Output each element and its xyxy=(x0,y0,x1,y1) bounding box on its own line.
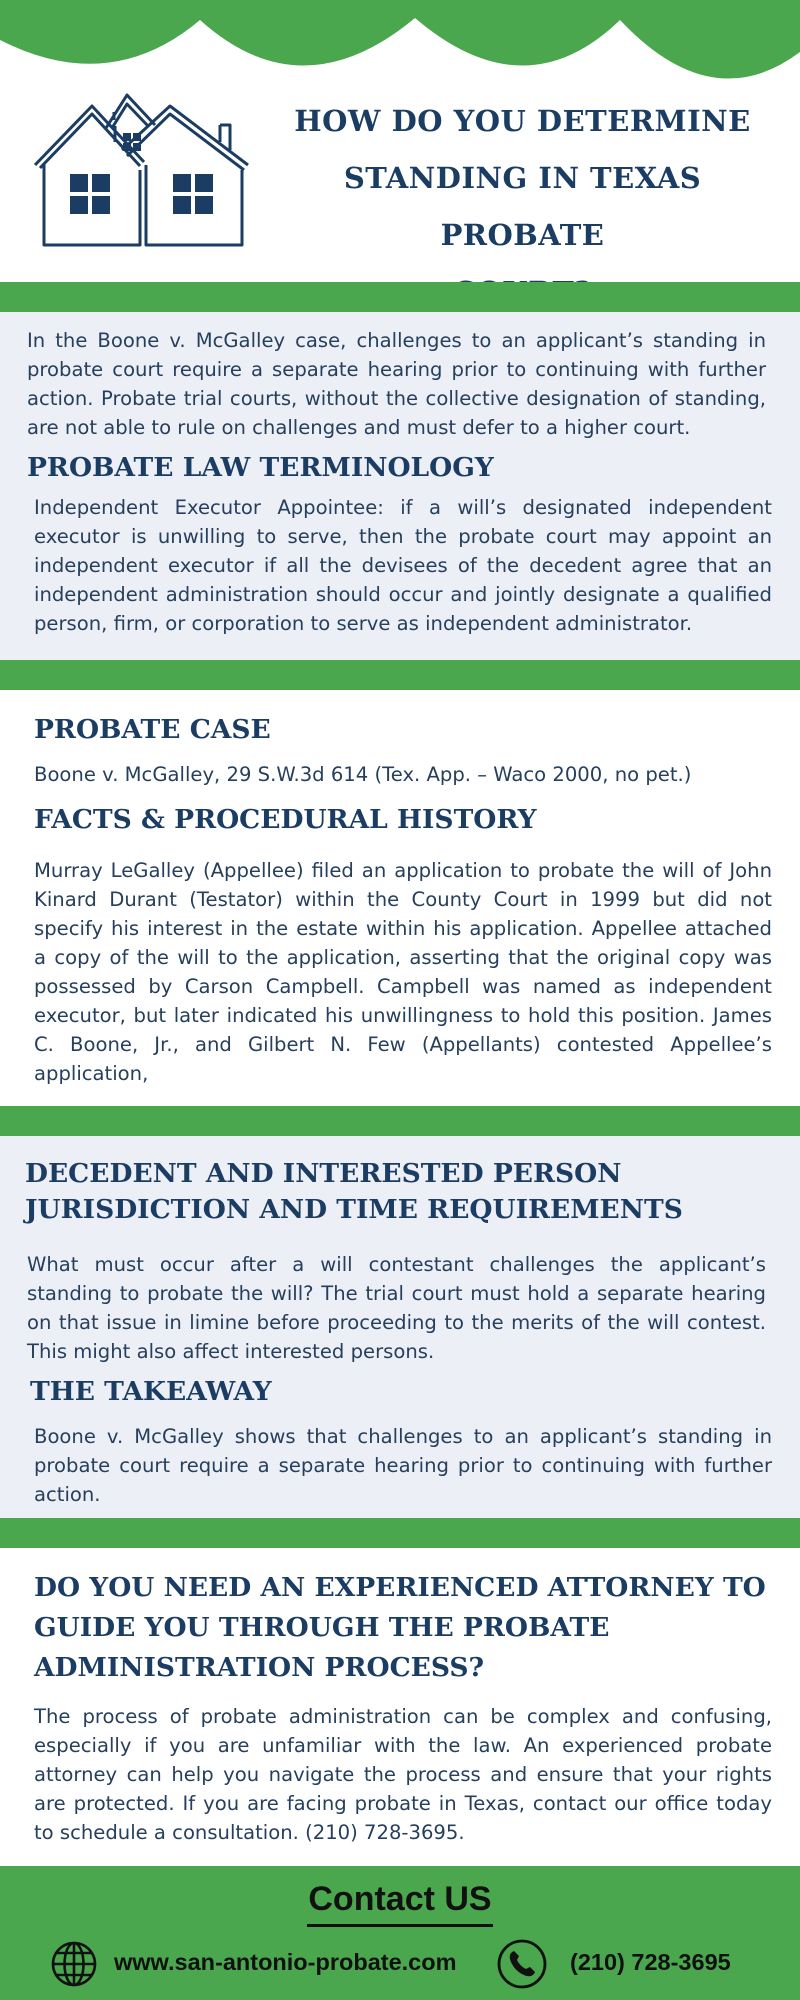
globe-icon xyxy=(50,1940,98,1988)
terminology-heading: PROBATE LAW TERMINOLOGY xyxy=(27,452,494,483)
contact-title: Contact US xyxy=(308,1880,492,1918)
attorney-heading-line: ADMINISTRATION PROCESS? xyxy=(34,1652,485,1683)
house-logo-icon xyxy=(30,90,255,250)
jurisdiction-heading: DECEDENT AND INTERESTED PERSON JURISDICTION AND TIME REQUIREMENTS xyxy=(25,1158,683,1225)
takeaway-paragraph: Boone v. McGalley shows that challenges to an applicant’s standing in probate court require a separate hearing prior to continuing with further action. xyxy=(34,1425,772,1506)
facts-heading: FACTS & PROCEDURAL HISTORY xyxy=(34,804,537,835)
attorney-paragraph: The process of probate administration can be complex and confusing, especially if you are unfamiliar with the law. An experienced probate attorney can help you navigate the process and ensure that your rights are protected. If you are facing probate in Texas, contact our office today to schedule a consultation. (210) 728-3695. xyxy=(34,1705,772,1844)
attorney-heading xyxy=(34,1568,774,1688)
contact-footer xyxy=(0,1866,800,2000)
green-divider-band xyxy=(0,1518,800,1548)
terminology-paragraph: Independent Executor Appointee: if a will’s designated independent executor is unwilling to serve, then the probate court may appoint an independent executor if all the devisees of the decedent agree that an independent administration should occur and jointly designate a qualified person, firm, or corporation to serve as independent administrator. xyxy=(34,496,772,635)
title-line: HOW DO YOU DETERMINE xyxy=(294,104,751,138)
green-divider-band xyxy=(0,1106,800,1136)
intro-section xyxy=(0,312,800,660)
green-divider-band xyxy=(0,660,800,690)
header xyxy=(0,0,800,282)
case-citation: Boone v. McGalley, 29 S.W.3d 614 (Tex. App. – Waco 2000, no pet.) xyxy=(34,763,692,786)
attorney-heading-line: DO YOU NEED AN EXPERIENCED ATTORNEY TO xyxy=(34,1572,766,1603)
attorney-section xyxy=(0,1548,800,1866)
contact-title-underline xyxy=(307,1924,493,1927)
title-line: STANDING IN TEXAS PROBATE xyxy=(343,161,702,252)
jurisdiction-paragraph: What must occur after a will contestant challenges the applicant’s standing to probate the will? The trial court must hold a separate hearing on that issue in limine before proceeding to the merits of the will contest. This might also affect interested persons. xyxy=(27,1253,766,1363)
website-link[interactable]: www.san-antonio-probate.com xyxy=(114,1949,457,1975)
green-divider-band xyxy=(0,282,800,312)
phone-number-link[interactable]: (210) 728-3695 xyxy=(570,1949,731,1975)
scalloped-wave-decoration xyxy=(0,0,800,100)
facts-paragraph: Murray LeGalley (Appellee) filed an application to probate the will of John Kinard Durant (Testator) within the County Court in 1999 but did not specify his interest in the estate within his application. Appellee attached a copy of the will to the application, asserting that the original copy was possessed by Carson Campbell. Campbell was named as independent executor, but later indicated his unwillingness to hold this position. James C. Boone, Jr., and Gilbert N. Few (Appellants) contested Appellee’s application, xyxy=(34,859,772,1085)
case-section xyxy=(0,690,800,1106)
phone-icon xyxy=(496,1938,548,1990)
takeaway-heading: THE TAKEAWAY xyxy=(30,1376,272,1407)
probate-case-heading: PROBATE CASE xyxy=(34,714,271,745)
jurisdiction-section xyxy=(0,1136,800,1518)
attorney-heading-line: GUIDE YOU THROUGH THE PROBATE xyxy=(34,1612,610,1643)
intro-paragraph: In the Boone v. McGalley case, challenges to an applicant’s standing in probate court require a separate hearing prior to continuing with further action. Probate trial courts, without the collective designation of standing, are not able to rule on challenges and must defer to a higher court. xyxy=(27,329,766,439)
